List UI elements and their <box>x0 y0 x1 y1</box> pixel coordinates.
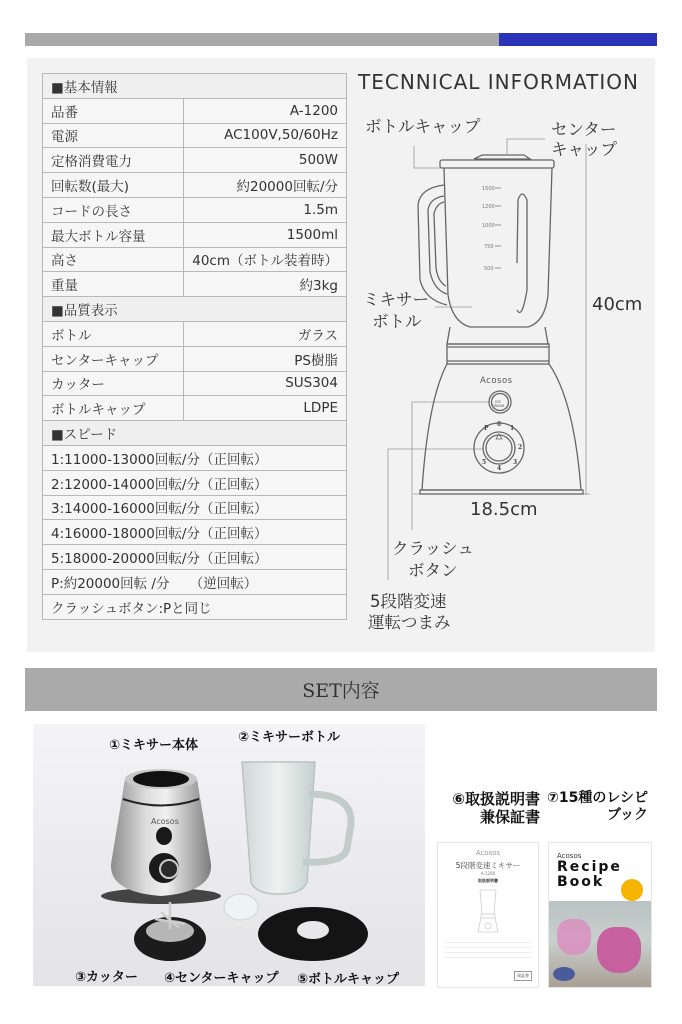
spec-label: 品番 <box>43 98 184 123</box>
spec-value: 500W <box>184 148 347 173</box>
callout-center-cap-2: キャップ <box>551 140 617 159</box>
item-label-center-cap: ④センターキャップ <box>164 971 279 986</box>
svg-text:500: 500 <box>484 266 494 272</box>
speed-row-text: 4:16000-18000回転/分（正回転） <box>43 520 347 545</box>
svg-text:1000: 1000 <box>482 223 495 229</box>
spec-value: AC100V,50/60Hz <box>184 123 347 148</box>
quality-heading-label: ■品質表示 <box>43 297 347 322</box>
callout-crush-button-1: クラッシュ <box>392 539 474 558</box>
manual-title: 5段階変速ミキサー <box>455 861 521 870</box>
spec-value: 40cm（ボトル装着時） <box>184 247 347 272</box>
svg-text:Acosos: Acosos <box>480 376 513 386</box>
manual-model: A-1200 <box>480 871 496 876</box>
spec-value: 約3kg <box>184 272 347 297</box>
svg-text:1500: 1500 <box>482 186 495 192</box>
speed-row-text: P:約20000回転 /分 （逆回転） <box>43 569 347 594</box>
speed-row-text: 5:18000-20000回転/分（正回転） <box>43 545 347 570</box>
speed-row-text: クラッシュボタン:Pと同じ <box>43 594 347 619</box>
spec-label: ボトル <box>43 321 184 346</box>
svg-text:1: 1 <box>510 425 515 432</box>
set-contents-photo <box>33 724 425 986</box>
svg-text:750: 750 <box>484 244 494 250</box>
svg-text:5: 5 <box>482 459 487 466</box>
speed-row-text: 2:12000-14000回転/分（正回転） <box>43 470 347 495</box>
recipe-label-line1: ⑦15種のレシピ <box>547 790 648 806</box>
item-label-cutter: ③カッター <box>75 970 138 985</box>
spec-label: カッター <box>43 371 184 396</box>
svg-text:ICE: ICE <box>495 400 501 404</box>
recipe-photo <box>549 901 652 988</box>
svg-text:1200: 1200 <box>482 204 495 210</box>
spec-value: 1500ml <box>184 222 347 247</box>
item-label-manual <box>440 790 540 826</box>
spec-label: コードの長さ <box>43 197 184 222</box>
manual-toc-lines <box>444 942 532 962</box>
speed-row-text: 1:11000-13000回転/分（正回転） <box>43 445 347 470</box>
item-label-recipe <box>545 790 648 824</box>
recipe-book-cover <box>548 842 652 988</box>
spec-value: ガラス <box>184 321 347 346</box>
set-contents-header <box>25 668 657 711</box>
manual-cover <box>437 842 539 988</box>
spec-label: 定格消費電力 <box>43 148 184 173</box>
callout-center-cap-1: センター <box>551 120 617 139</box>
item-label-body: ①ミキサー本体 <box>109 738 199 753</box>
spec-value: A-1200 <box>184 98 347 123</box>
recipe-brand: Acosos <box>557 852 582 860</box>
height-dimension: 40cm <box>592 294 643 315</box>
svg-text:2: 2 <box>518 444 523 451</box>
svg-text:3: 3 <box>513 459 518 466</box>
spec-value: 1.5m <box>184 197 347 222</box>
recipe-title-line1: Recipe <box>557 859 622 875</box>
recipe-badge <box>621 879 643 901</box>
spec-label: ボトルキャップ <box>43 396 184 421</box>
manual-brand: Acosos <box>475 849 501 857</box>
callout-mixer-bottle-2: ボトル <box>372 312 422 331</box>
spec-label: 電源 <box>43 123 184 148</box>
spec-value: SUS304 <box>184 371 347 396</box>
manual-blender-icon <box>438 886 538 936</box>
spec-label: 高さ <box>43 247 184 272</box>
spec-value: 約20000回転/分 <box>184 173 347 198</box>
speed-row-text: 3:14000-16000回転/分（正回転） <box>43 495 347 520</box>
svg-text:CRUSH: CRUSH <box>492 404 505 408</box>
svg-text:P: P <box>484 425 489 432</box>
svg-text:0: 0 <box>497 421 502 428</box>
callout-bottle-cap: ボトルキャップ <box>365 117 481 136</box>
recipe-title-line2: Book <box>557 873 605 890</box>
basic-info-heading-label: ■基本情報 <box>43 74 347 99</box>
svg-text:4: 4 <box>497 465 502 472</box>
manual-warranty-badge: 保証書 <box>514 971 532 981</box>
callout-speed-knob-1: 5段階変速 <box>370 592 447 611</box>
manual-label-line1: ⑥取扱説明書 <box>452 790 540 808</box>
photo-brand-text: Acosos <box>151 817 179 826</box>
product-photo-illustration <box>33 724 425 986</box>
manual-label-line2: 兼保証書 <box>479 808 540 826</box>
item-label-bottle-cap: ⑤ボトルキャップ <box>297 972 400 986</box>
item-label-bottle: ②ミキサーボトル <box>238 730 341 745</box>
technical-title: TECNNICAL INFORMATION <box>358 70 639 94</box>
spec-label: 最大ボトル容量 <box>43 222 184 247</box>
callout-crush-button-2: ボタン <box>408 561 458 580</box>
callout-mixer-bottle-1: ミキサー <box>363 290 429 309</box>
manual-subtitle: 取扱説明書 <box>478 878 498 883</box>
speed-heading-label: ■スピード <box>43 421 347 446</box>
spec-value: LDPE <box>184 396 347 421</box>
set-contents-title: SET内容 <box>302 680 380 702</box>
spec-value: PS樹脂 <box>184 346 347 371</box>
spec-label: センターキャップ <box>43 346 184 371</box>
width-dimension: 18.5cm <box>470 499 538 520</box>
spec-label: 回転数(最大) <box>43 173 184 198</box>
recipe-label-line2: ブック <box>606 806 648 823</box>
callout-speed-knob-2: 運転つまみ <box>368 613 451 632</box>
spec-label: 重量 <box>43 272 184 297</box>
